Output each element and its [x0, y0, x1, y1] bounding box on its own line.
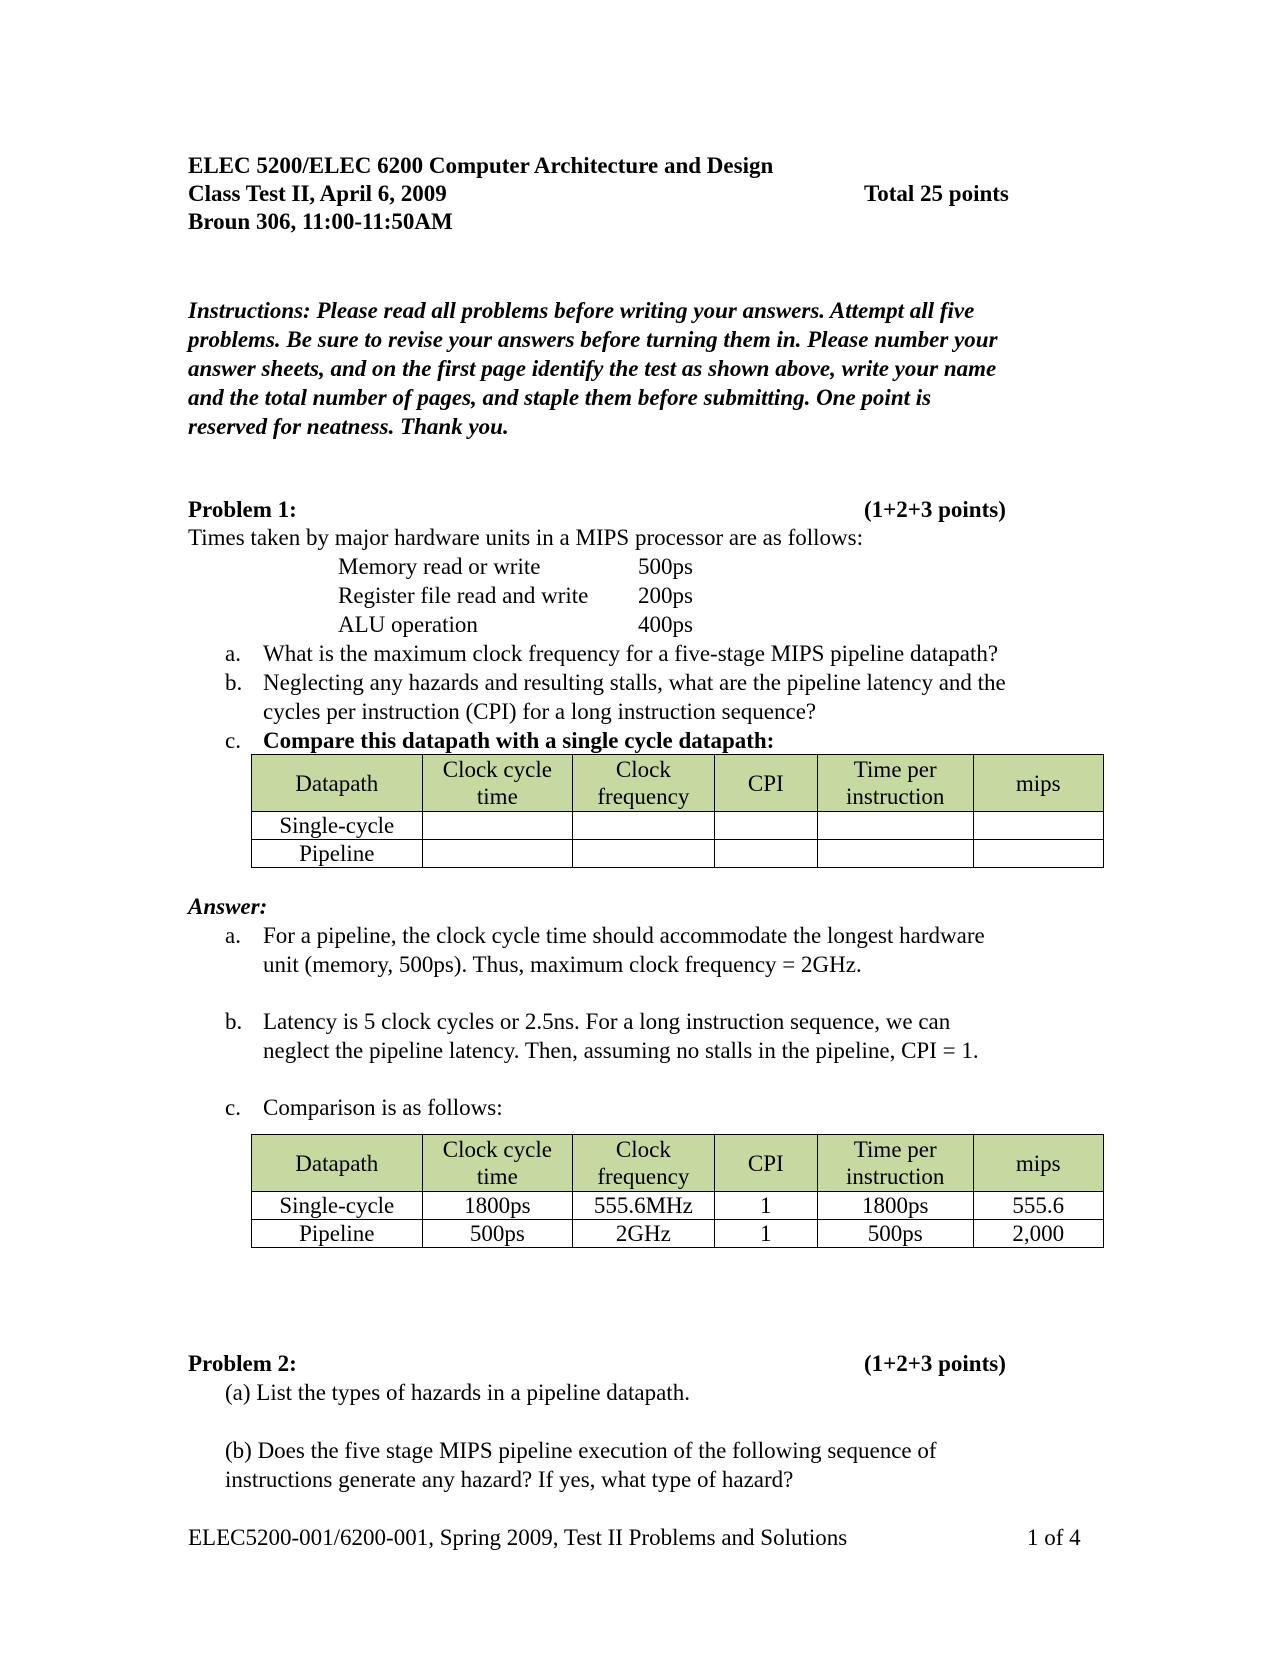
cell-mips: 555.6	[973, 1192, 1104, 1220]
answer-a-line: For a pipeline, the clock cycle time should accommodate the longest hardware	[263, 923, 985, 948]
unit-time: 500ps	[638, 554, 693, 579]
answer-label: Answer:	[188, 894, 268, 919]
problem2-title: Problem 2:	[188, 1351, 297, 1376]
question-a-marker: a.	[225, 641, 241, 666]
question-c-marker: c.	[225, 728, 241, 753]
header-line: Clock cycle	[442, 757, 552, 782]
table-row	[252, 840, 1104, 868]
empty-cell	[817, 812, 973, 840]
header-cpi: CPI	[714, 755, 817, 812]
cell-cpi: 1	[714, 1220, 817, 1248]
test-location: Broun 306, 11:00-11:50AM	[188, 209, 453, 234]
header-line: instruction	[846, 784, 945, 809]
header-mips: mips	[973, 1135, 1104, 1192]
empty-cell	[817, 840, 973, 868]
instructions-line: reserved for neatness. Thank you.	[188, 414, 509, 439]
empty-cell	[973, 840, 1104, 868]
header-line: Time per	[853, 1137, 937, 1162]
empty-cell	[573, 840, 714, 868]
unit-time: 200ps	[638, 583, 693, 608]
footer-title: ELEC5200-001/6200-001, Spring 2009, Test II Problems and Solutions	[188, 1525, 848, 1550]
empty-cell	[573, 812, 714, 840]
header-line: instruction	[846, 1164, 945, 1189]
header-clock-cycle-time	[422, 1135, 573, 1192]
unit-name: Register file read and write	[338, 583, 589, 608]
question-b-marker: b.	[225, 670, 243, 695]
total-points: Total 25 points	[864, 181, 1009, 206]
cell-clock-cycle-time: 500ps	[422, 1220, 573, 1248]
row-label: Pipeline	[252, 1220, 423, 1248]
header-time-per-instruction	[817, 755, 973, 812]
header-line: time	[476, 784, 518, 809]
instructions-line: and the total number of pages, and staple them before submitting. One point is	[188, 385, 932, 410]
cell-clock-frequency: 2GHz	[573, 1220, 714, 1248]
header-clock-frequency	[573, 1135, 714, 1192]
empty-cell	[714, 812, 817, 840]
answer-b-line: neglect the pipeline latency. Then, assuming no stalls in the pipeline, CPI = 1.	[263, 1038, 979, 1063]
header-line: Clock	[615, 1137, 671, 1162]
cell-mips: 2,000	[973, 1220, 1104, 1248]
table-row	[252, 1220, 1104, 1248]
header-line: Clock cycle	[442, 1137, 552, 1162]
page-number: 1 of 4	[1027, 1525, 1081, 1550]
table-row	[252, 1192, 1104, 1220]
row-label: Single-cycle	[252, 1192, 423, 1220]
cell-cpi: 1	[714, 1192, 817, 1220]
instructions-line: problems. Be sure to revise your answers before turning them in. Please number your	[188, 327, 998, 352]
header-line: Time per	[853, 757, 937, 782]
empty-cell	[714, 840, 817, 868]
question-b-line: cycles per instruction (CPI) for a long instruction sequence?	[263, 699, 817, 724]
problem2-question-b-line: instructions generate any hazard? If yes, what type of hazard?	[225, 1467, 794, 1492]
header-cpi: CPI	[714, 1135, 817, 1192]
header-line: frequency	[597, 784, 690, 809]
problem2-question-b-line: (b) Does the five stage MIPS pipeline execution of the following sequence of	[225, 1438, 937, 1463]
empty-cell	[422, 812, 573, 840]
question-c: Compare this datapath with a single cycle datapath:	[263, 728, 775, 753]
instructions	[188, 296, 1088, 441]
answer-a-line: unit (memory, 500ps). Thus, maximum clock frequency = 2GHz.	[263, 952, 862, 977]
header-datapath: Datapath	[252, 1135, 423, 1192]
unit-time: 400ps	[638, 612, 693, 637]
cell-clock-cycle-time: 1800ps	[422, 1192, 573, 1220]
header-clock-frequency	[573, 755, 714, 812]
header-line: Clock	[615, 757, 671, 782]
header-line: frequency	[597, 1164, 690, 1189]
question-b-line: Neglecting any hazards and resulting stalls, what are the pipeline latency and the	[263, 670, 1006, 695]
problem2-question-a: (a) List the types of hazards in a pipeline datapath.	[225, 1380, 690, 1405]
cell-clock-frequency: 555.6MHz	[573, 1192, 714, 1220]
question-a: What is the maximum clock frequency for a five-stage MIPS pipeline datapath?	[263, 641, 999, 666]
problem1-points: (1+2+3 points)	[864, 497, 1006, 522]
empty-cell	[973, 812, 1104, 840]
header-time-per-instruction	[817, 1135, 973, 1192]
header-clock-cycle-time	[422, 755, 573, 812]
empty-cell	[422, 840, 573, 868]
problem1-intro: Times taken by major hardware units in a MIPS processor are as follows:	[188, 525, 863, 550]
answer-b-line: Latency is 5 clock cycles or 2.5ns. For a long instruction sequence, we can	[263, 1009, 951, 1034]
unit-name: ALU operation	[338, 612, 478, 637]
table-row	[252, 812, 1104, 840]
answer-b-marker: b.	[225, 1009, 243, 1034]
test-title: Class Test II, April 6, 2009	[188, 181, 447, 206]
header-datapath: Datapath	[252, 755, 423, 812]
row-label: Single-cycle	[252, 812, 423, 840]
course-title: ELEC 5200/ELEC 6200 Computer Architecture and Design	[188, 153, 774, 178]
instructions-line: answer sheets, and on the first page identify the test as shown above, write your name	[188, 356, 997, 381]
instructions-line: Instructions: Please read all problems before writing your answers. Attempt all five	[188, 298, 975, 323]
problem2-points: (1+2+3 points)	[864, 1351, 1006, 1376]
header-mips: mips	[973, 755, 1104, 812]
unit-name: Memory read or write	[338, 554, 541, 579]
cell-time-per-instruction: 1800ps	[817, 1192, 973, 1220]
problem1-title: Problem 1:	[188, 497, 297, 522]
answer-table	[251, 1134, 1104, 1248]
answer-c-marker: c.	[225, 1095, 241, 1120]
answer-a-marker: a.	[225, 923, 241, 948]
cell-time-per-instruction: 500ps	[817, 1220, 973, 1248]
row-label: Pipeline	[252, 840, 423, 868]
answer-c: Comparison is as follows:	[263, 1095, 503, 1120]
problem1-table	[251, 754, 1104, 868]
header-line: time	[476, 1164, 518, 1189]
